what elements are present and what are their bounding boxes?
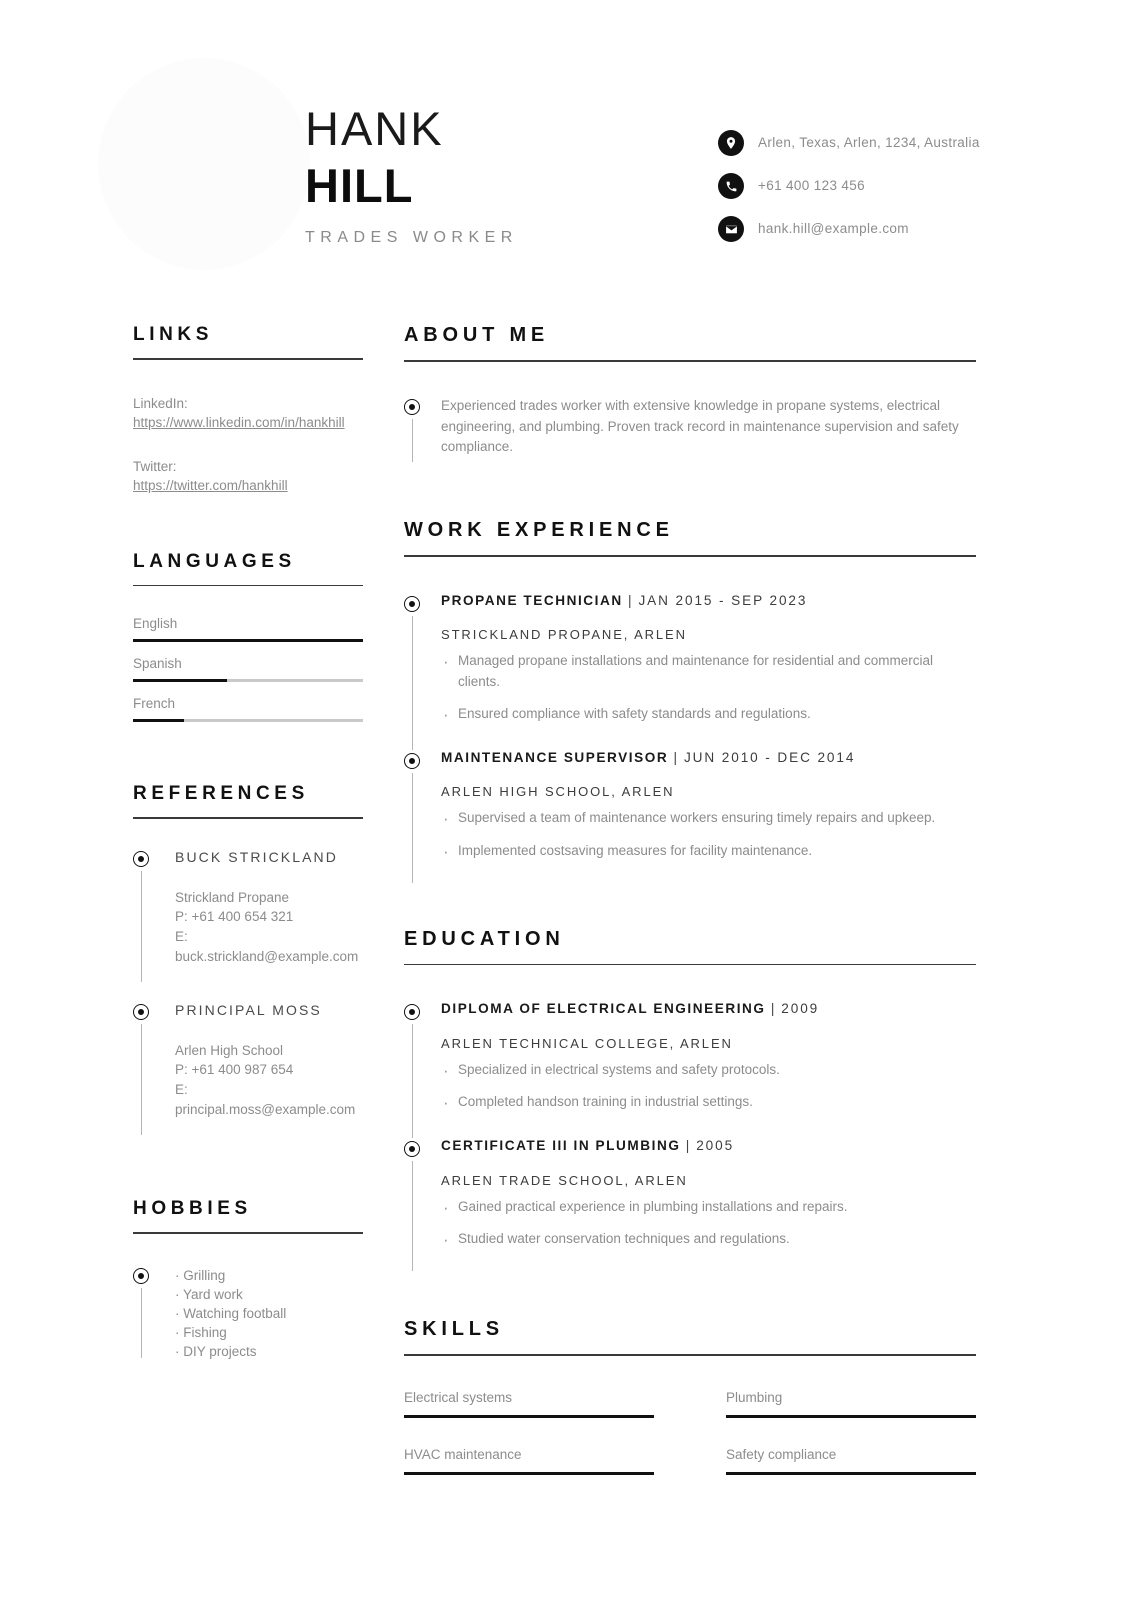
language-level-track [133, 679, 363, 682]
about-entry [404, 396, 976, 463]
timeline-line [141, 871, 142, 982]
link-item-twitter [133, 457, 363, 496]
language-item-spanish [133, 656, 363, 682]
section-references [133, 784, 363, 1129]
section-about-me [404, 325, 976, 462]
list-item: · Yard work [175, 1286, 243, 1302]
work-org: ARLEN HIGH SCHOOL, ARLEN [441, 784, 675, 800]
first-name: HANK [305, 102, 444, 155]
heading-separator: | [770, 1001, 776, 1017]
timeline-line [412, 419, 413, 463]
skill-bar [726, 1415, 976, 1418]
phone-icon [718, 173, 744, 199]
references-body [133, 849, 363, 1129]
language-level-fill [133, 639, 363, 642]
bullet-item: · Ensured compliance with safety standards and regulations. [441, 704, 976, 724]
bullet-ring-icon [404, 1004, 420, 1020]
reference-org: Strickland Propane [175, 889, 290, 905]
reference-item [133, 849, 363, 976]
bullet-item: · Supervised a team of maintenance workers ensuring timely repairs and upkeep. [441, 808, 976, 828]
bullet-item: · Implemented costsaving measures for facility maintenance. [441, 841, 976, 861]
education-entry [404, 1001, 976, 1138]
list-item: · Watching football [175, 1306, 287, 1322]
bullet-item: · Studied water conservation techniques and regulations. [441, 1229, 976, 1249]
email-icon [718, 216, 744, 242]
work-bullets [441, 808, 976, 861]
reference-email: E: buck.strickland@example.com [175, 928, 359, 964]
language-level-fill [133, 679, 227, 682]
language-item-french [133, 696, 363, 722]
language-level-track [133, 639, 363, 642]
work-role: PROPANE TECHNICIAN [441, 592, 623, 608]
section-rule [133, 585, 363, 587]
work-experience-body [404, 593, 976, 883]
education-year: 2005 [696, 1138, 735, 1154]
section-rule [404, 555, 976, 557]
contact-block [718, 130, 1018, 259]
section-hobbies [133, 1199, 363, 1361]
timeline-line [141, 1024, 142, 1135]
contact-email: hank.hill@example.com [758, 221, 909, 236]
main-column [404, 325, 976, 1504]
list-item: · DIY projects [175, 1344, 257, 1360]
link-label: Twitter: [133, 458, 177, 474]
location-pin-icon [718, 130, 744, 156]
link-item-linkedin [133, 394, 363, 433]
work-bullets [441, 651, 976, 724]
bullet-item: · Completed handson training in industrial settings. [441, 1092, 976, 1112]
timeline-line [412, 616, 413, 750]
education-org: ARLEN TRADE SCHOOL, ARLEN [441, 1172, 688, 1188]
education-org: ARLEN TECHNICAL COLLEGE, ARLEN [441, 1035, 733, 1051]
link-url-linkedin[interactable]: https://www.linkedin.com/in/hankhill [133, 415, 345, 431]
section-title-languages: LANGUAGES [133, 550, 296, 572]
language-item-english [133, 616, 363, 642]
skill-name: Plumbing [726, 1389, 783, 1405]
language-name: French [133, 696, 176, 712]
bullet-ring-icon [404, 596, 420, 612]
education-bullets [441, 1197, 976, 1250]
education-entry-heading [441, 1001, 976, 1017]
work-role: MAINTENANCE SUPERVISOR [441, 750, 669, 766]
bullet-item: · Managed propane installations and maintenance for residential and commercial clients. [441, 651, 976, 692]
timeline-line [412, 1024, 413, 1138]
language-name: Spanish [133, 656, 182, 672]
heading-separator: | [628, 592, 634, 608]
skill-bar [404, 1472, 654, 1475]
skill-bar [404, 1415, 654, 1418]
link-label: LinkedIn: [133, 395, 188, 411]
section-title-skills: SKILLS [404, 1318, 504, 1341]
section-skills [404, 1319, 976, 1504]
skill-item [404, 1447, 654, 1504]
education-bullets [441, 1060, 976, 1113]
resume-header [0, 0, 1133, 300]
work-entry [404, 750, 976, 883]
job-title: TRADES WORKER [305, 228, 518, 246]
section-title-education: EDUCATION [404, 927, 565, 950]
skill-item [726, 1447, 976, 1504]
list-item: · Fishing [175, 1325, 227, 1341]
contact-address: Arlen, Texas, Arlen, 1234, Australia [758, 135, 980, 150]
bullet-item: · Gained practical experience in plumbing installations and repairs. [441, 1197, 976, 1217]
contact-row-phone [718, 173, 1018, 199]
reference-email: E: principal.moss@example.com [175, 1082, 356, 1117]
reference-org: Arlen High School [175, 1042, 284, 1058]
languages-body [133, 616, 363, 722]
skill-item [404, 1390, 654, 1447]
hobbies-body [133, 1266, 363, 1362]
section-rule [133, 817, 363, 819]
work-entry-heading [441, 593, 976, 609]
section-languages [133, 552, 363, 723]
contact-phone: +61 400 123 456 [758, 178, 865, 193]
education-degree: DIPLOMA OF ELECTRICAL ENGINEERING [441, 1001, 766, 1017]
about-text: Experienced trades worker with extensive knowledge in propane systems, electrical engineering, and plumbing. Proven track record in maintenance supervision and safety compliance. [441, 397, 959, 455]
reference-name: BUCK STRICKLAND [175, 849, 338, 866]
section-rule [133, 358, 363, 360]
heading-separator: | [685, 1138, 691, 1154]
section-work-experience [404, 520, 976, 882]
timeline-line [412, 773, 413, 883]
language-level-fill [133, 719, 184, 722]
work-dates: JUN 2010 - DEC 2014 [683, 750, 856, 766]
section-title-work-experience: WORK EXPERIENCE [404, 519, 674, 542]
section-title-references: REFERENCES [133, 783, 309, 805]
reference-name: PRINCIPAL MOSS [175, 1002, 322, 1019]
work-dates: JAN 2015 - SEP 2023 [638, 592, 808, 608]
section-links [133, 325, 363, 496]
heading-separator: | [673, 750, 679, 766]
language-name: English [133, 616, 178, 632]
bullet-ring-icon [404, 399, 420, 415]
work-entry-heading [441, 750, 976, 766]
section-rule [404, 1354, 976, 1356]
contact-row-address [718, 130, 1018, 156]
link-url-twitter[interactable]: https://twitter.com/hankhill [133, 478, 288, 494]
bullet-item: · Specialized in electrical systems and safety protocols. [441, 1060, 976, 1080]
language-level-track [133, 719, 363, 722]
bullet-ring-icon [133, 1004, 149, 1020]
section-title-links: LINKS [133, 324, 213, 345]
contact-row-email [718, 216, 1018, 242]
about-body [404, 396, 976, 463]
education-year: 2009 [781, 1001, 820, 1017]
section-rule [404, 360, 976, 362]
skills-body [404, 1390, 976, 1504]
links-body [133, 394, 363, 496]
section-rule [404, 964, 976, 966]
bullet-ring-icon [133, 851, 149, 867]
education-degree: CERTIFICATE III IN PLUMBING [441, 1138, 681, 1154]
reference-item [133, 1002, 363, 1129]
section-education [404, 929, 976, 1271]
timeline-line [412, 1161, 413, 1271]
work-entry [404, 593, 976, 750]
bullet-ring-icon [404, 1141, 420, 1157]
skill-bar [726, 1472, 976, 1475]
skill-name: HVAC maintenance [404, 1446, 522, 1462]
sidebar-column [133, 325, 363, 1362]
section-rule [133, 1232, 363, 1234]
reference-phone: P: +61 400 987 654 [175, 1062, 294, 1078]
section-title-hobbies: HOBBIES [133, 1198, 252, 1220]
skill-name: Electrical systems [404, 1389, 513, 1405]
name-block [305, 102, 518, 247]
section-title-about-me: ABOUT ME [404, 324, 550, 346]
skill-name: Safety compliance [726, 1446, 837, 1462]
education-entry-heading [441, 1138, 976, 1154]
last-name: HILL [305, 159, 414, 212]
bullet-ring-icon [133, 1268, 149, 1284]
work-org: STRICKLAND PROPANE, ARLEN [441, 627, 687, 643]
hobbies-entry [133, 1266, 363, 1362]
bullet-ring-icon [404, 753, 420, 769]
hobbies-list [175, 1266, 363, 1362]
timeline-line [141, 1288, 142, 1358]
skill-item [726, 1390, 976, 1447]
education-body [404, 1001, 976, 1271]
list-item: · Grilling [175, 1267, 226, 1283]
education-entry [404, 1138, 976, 1271]
reference-phone: P: +61 400 654 321 [175, 909, 294, 925]
